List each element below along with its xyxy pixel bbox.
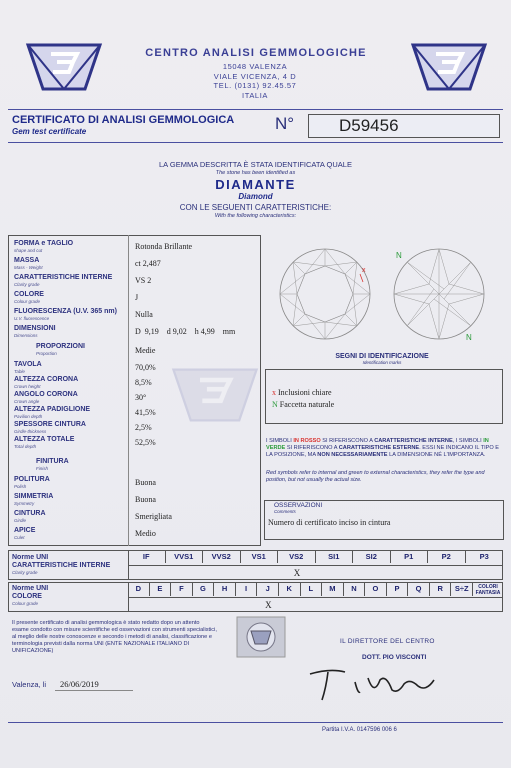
finish-heading: FINITURA Finish [36,458,69,471]
property-labels [14,240,126,342]
chars-line-en: With the following characteristics: [214,213,297,219]
clarity-grade-row [128,551,503,563]
disclaimer: Il presente certificato di analisi gemmologica è stato redatto dopo un attento esame condotto con misure scientifiche ed osservazioni con strumenti specialistici, al meglio delle nostre conoscenze e secondo i metodi di analisi, classificazione e terminologia previsti dalla norma UNI (ENTE NAZIONALE ITALIANO DI UNIFICAZIONE) [12,620,217,654]
value-clarity: VS 2 [135,276,152,285]
crown-diagram-icon [270,244,380,344]
property-row: FLUORESCENZA (U.V. 365 nm) U.V. fluorescence [14,308,117,321]
clarity-grade-cell: SI2 [353,551,391,563]
red-x-icon: x [272,388,276,397]
vat-number: Partita I.V.A. 0147596 006 6 [322,727,397,733]
watermark-logo-icon [170,360,260,430]
marks-heading: SEGNI DI IDENTIFICAZIONE Identification marks [335,353,429,365]
finish-row: SIMMETRIA Symmetry [14,493,54,506]
notes-en: Red symbols refer to internal and green to external characteristics, they refer the type and position, but not usually the actual size. [266,470,485,483]
address-line: 15048 VALENZA [222,62,288,71]
value-pavilion: 41,5% [135,408,156,417]
proportion-row: ANGOLO CORONA Crown angle [14,391,78,404]
svg-text:N: N [396,251,402,260]
value-crown-angle: 30° [135,393,147,402]
value-fluorescence: Nulla [135,310,153,319]
address-line: ITALIA [242,90,268,100]
proportion-row: ALTEZZA CORONA Crown height [14,376,79,389]
clarity-grade-cell: VVS1 [166,551,204,563]
property-row: DIMENSIONI Dimensions [14,325,56,338]
value-culet: Medio [135,529,156,538]
colour-grade-cell: H [214,583,236,596]
value-colour: J [135,293,139,302]
colour-grade-cell: D [128,583,150,596]
gem-name: DIAMANTE [215,177,296,192]
finish-row: CINTURA Girdle [14,510,46,523]
value-total-depth: 52,5% [135,438,156,447]
left-diamond-logo-icon [25,42,103,92]
marks-legend-box [265,369,503,424]
director-name: DOTT. PIO VISCONTI [362,654,427,661]
colour-grade-cell: L [301,583,323,596]
colour-grade-cell: O [365,583,387,596]
value-polish: Buona [135,478,156,487]
clarity-grade-cell: P1 [391,551,429,563]
colour-grade-cell: E [150,583,172,596]
address-line: VIALE VICENZA, 4 D [213,71,297,81]
green-n-icon: N [272,400,278,409]
colour-grade-cell: S÷Z [451,583,473,596]
property-row: CARATTERISTICHE INTERNE Clarity grade [14,274,113,287]
colour-grade-cell: N [344,583,366,596]
colour-scale-label: Norme UNI COLORE Colour grade [12,585,49,606]
property-row: FORMA e TAGLIO shape and cut [14,240,74,253]
org-name: CENTRO ANALISI GEMMOLOGICHE [145,47,367,59]
clarity-scale-label: Norme UNI CARATTERISTICHE INTERNE Clarity grade [12,554,111,575]
proportion-row: ALTEZZA PADIGLIONE Pavilion depth [14,406,91,419]
legend-item: x Inclusioni chiare [272,388,332,397]
colour-mark: X [265,600,272,610]
clarity-grade-cell: P3 [479,552,489,561]
notes-it: I SIMBOLI IN ROSSO SI RIFERISCONO A CARATTERISTICHE INTERNE, I SIMBOLI IN VERDE SI RIFERISCONO A CARATTERISTICHE ESTERNE. ESSI NE INDICANO IL TIPO E LA POSIZIONE, MA NON NECESSARIAMENTE LA DIMENSIONE NÉ L'IMPORTANZA. [266,438,500,458]
colour-fancy-cell: COLORI FANTASIA [475,584,501,596]
property-row: COLORE Colour grade [14,291,44,304]
proportion-row: ALTEZZA TOTALE Total depth [14,436,75,449]
value-shape: Rotonda Brillante [135,242,193,251]
right-diamond-logo-icon [410,42,488,92]
colour-grade-cell: P [387,583,409,596]
colour-grade-cell: K [279,583,301,596]
intro-line: LA GEMMA DESCRITTA È STATA IDENTIFICATA QUALE [159,160,352,169]
observations-heading: OSSERVAZIONI Comments [274,502,323,514]
value-symmetry: Buona [135,495,156,504]
property-row: MASSA Mass - Weight [14,257,43,270]
observations-text: Numero di certificato inciso in cintura [268,518,391,527]
value-table: 70,0% [135,363,156,372]
pavilion-diagram-icon [384,244,494,344]
value-girdle: Smerigliata [135,512,172,521]
address-line: TEL. (0131) 92.45.57 [213,81,297,90]
clarity-grade-cell: VS1 [241,551,279,563]
value-mass: ct 2,487 [135,259,161,268]
colour-grade-cell: R [430,583,452,596]
clarity-grade-cell: SI1 [316,551,354,563]
legend-item: N Faccetta naturale [272,400,335,409]
clarity-mark: X [293,568,301,578]
gem-name-en: Diamond [238,192,273,201]
org-address [180,62,330,100]
proportions-heading: PROPORZIONI Proportion [36,343,86,356]
finish-row: POLITURA Polish [14,476,50,489]
colour-grade-cell: Q [408,583,430,596]
colour-grade-cell: G [193,583,215,596]
clarity-grade-cell: P2 [428,551,466,563]
certificate-title: CERTIFICATO DI ANALISI GEMMOLOGICA [12,114,235,126]
clarity-grade-cell: IF [128,551,166,563]
clarity-grade-cell: VS2 [278,551,316,563]
proportion-row: TAVOLA Table [14,361,42,374]
value-dimensions: D 9,19 d 9,02 h 4,99 mm [135,327,236,336]
svg-text:x: x [362,267,366,274]
colour-grade-row [128,583,503,596]
director-signature-icon [300,664,450,706]
finish-row: APICE Culet [14,527,36,540]
director-label: IL DIRETTORE DEL CENTRO [340,638,435,645]
colour-grade-cell: M [322,583,344,596]
chars-line: CON LE SEGUENTI CARATTERISTICHE: [179,203,332,212]
proportion-labels [14,361,126,451]
finish-labels [14,476,126,544]
value-proportions: Medie [135,346,156,355]
proportion-row: SPESSORE CINTURA Girdle-thickness [14,421,86,434]
certificate-subtitle: Gem test certificate [12,127,87,136]
number-label: N° [275,114,295,133]
intro-line-en: The stone has been identified as [215,170,296,176]
certificate-number: D59456 [308,114,500,138]
place-label: Valenza, li [12,680,47,689]
clarity-grade-cell: VVS2 [203,551,241,563]
colour-grade-cell: I [236,583,258,596]
svg-text:N: N [466,333,472,342]
hologram-seal-icon [236,616,286,658]
colour-grade-cell: F [171,583,193,596]
colour-grade-cell: J [257,583,279,596]
issue-date: 26/06/2019 [60,679,99,689]
value-girdle-thickness: 2,5% [135,423,152,432]
value-crown-height: 8,5% [135,378,152,387]
